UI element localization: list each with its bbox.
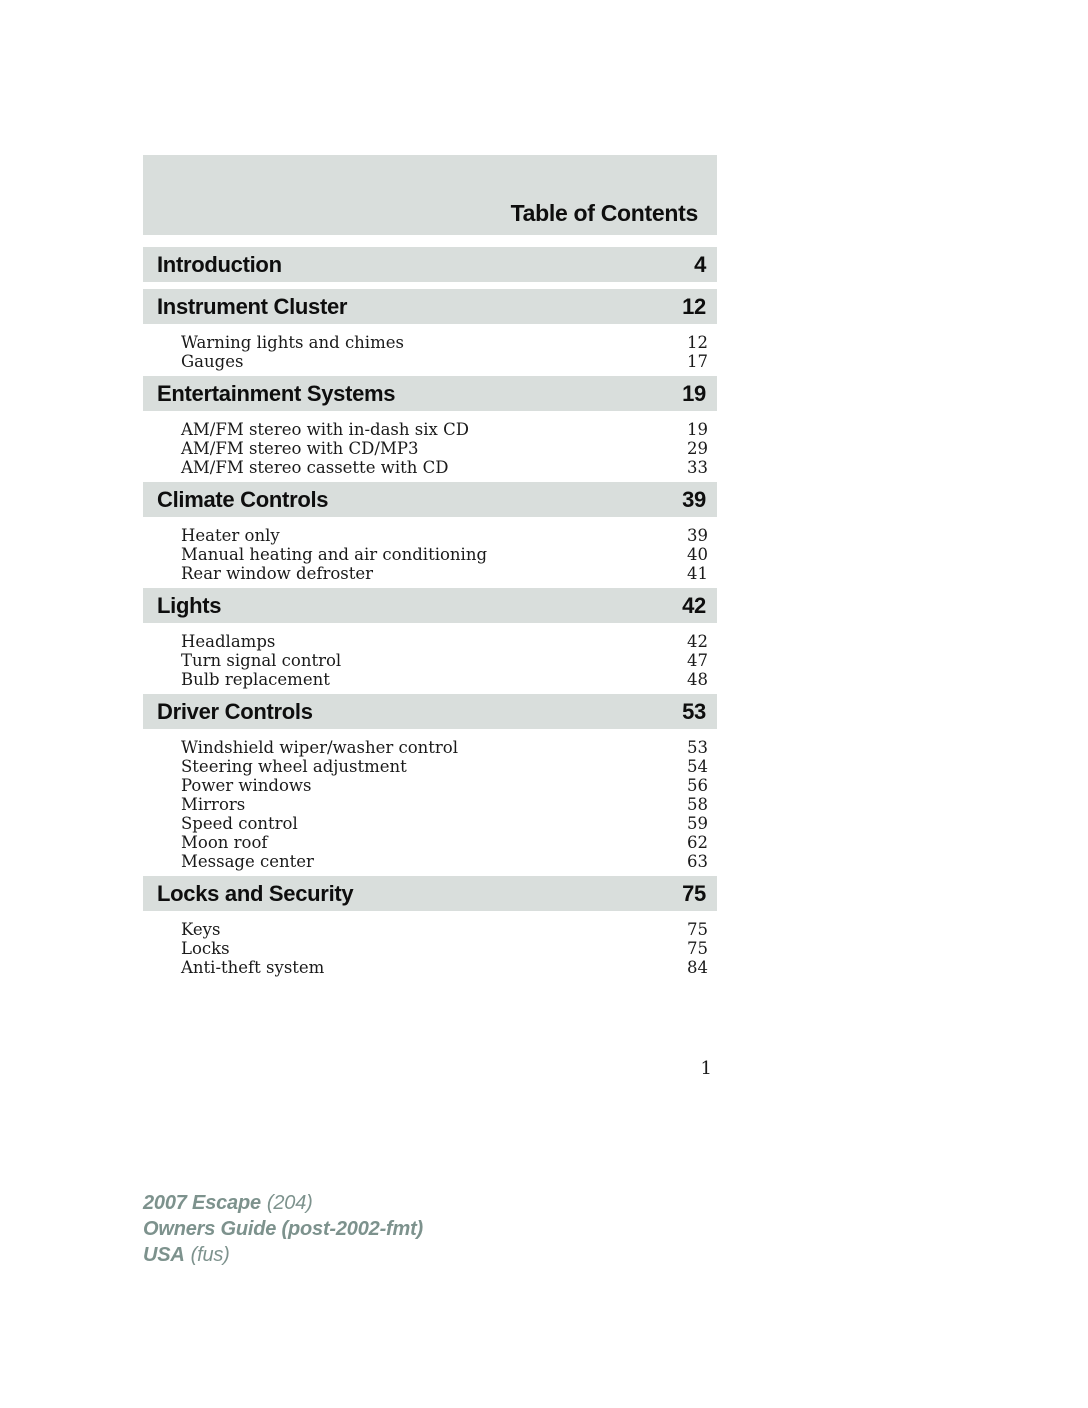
toc-entry (143, 545, 717, 564)
toc-entry-label: Steering wheel adjustment (181, 757, 407, 776)
section-items (143, 623, 717, 694)
toc-entry-page-number: 17 (687, 352, 708, 371)
toc-entry-page-number: 56 (687, 776, 708, 795)
toc-entry (143, 439, 717, 458)
toc-entry-page-number: 19 (687, 420, 708, 439)
toc-entry-page-number: 53 (687, 738, 708, 757)
section-title: Driver Controls (157, 698, 313, 724)
toc-entry (143, 776, 717, 795)
footer-region-code: (fus) (190, 1244, 230, 1266)
section-header (143, 876, 717, 911)
toc-entry-label: Message center (181, 852, 314, 871)
footer-model-code: (204) (266, 1192, 313, 1214)
toc-entry-label: Keys (181, 920, 221, 939)
toc-entry-label: Gauges (181, 352, 244, 371)
toc-entry-page-number: 75 (687, 920, 708, 939)
toc-entry-label: AM/FM stereo with in-dash six CD (181, 420, 469, 439)
toc-entry-page-number: 12 (687, 333, 708, 352)
section-page-number: 39 (682, 486, 706, 512)
toc-entry (143, 632, 717, 651)
toc-entry-label: Windshield wiper/washer control (181, 738, 459, 757)
section-items (143, 411, 717, 482)
toc-sections (143, 247, 717, 982)
toc-entry-label: Bulb replacement (181, 670, 330, 689)
toc-entry (143, 939, 717, 958)
section-header (143, 482, 717, 517)
toc-entry-page-number: 63 (687, 852, 708, 871)
footer-guide: Owners Guide (post-2002-fmt) (143, 1218, 423, 1240)
toc-header-box (143, 155, 717, 235)
section-page-number: 75 (682, 880, 706, 906)
section-title: Instrument Cluster (157, 293, 348, 319)
footer-line-1 (143, 1190, 429, 1216)
toc-entry-page-number: 54 (687, 757, 708, 776)
toc-entry-page-number: 62 (687, 833, 708, 852)
section-items (143, 324, 717, 376)
footer-region: USA (143, 1244, 185, 1266)
section-page-number: 12 (682, 293, 706, 319)
toc-entry (143, 852, 717, 871)
toc-entry-label: Headlamps (181, 632, 276, 651)
section-title: Lights (157, 592, 222, 618)
toc-entry-label: AM/FM stereo cassette with CD (181, 458, 449, 477)
toc-entry-page-number: 41 (687, 564, 708, 583)
section-title: Locks and Security (157, 880, 354, 906)
toc-entry-label: Heater only (181, 526, 280, 545)
toc-entry (143, 526, 717, 545)
toc-entry (143, 833, 717, 852)
toc-entry (143, 757, 717, 776)
section-items (143, 729, 717, 876)
toc-entry-page-number: 47 (687, 651, 708, 670)
section-title: Entertainment Systems (157, 380, 396, 406)
section-header (143, 289, 717, 324)
toc-entry-label: Rear window defroster (181, 564, 374, 583)
page-number: 1 (700, 1058, 712, 1079)
section-header (143, 247, 717, 282)
section-items (143, 911, 717, 982)
toc-entry-page-number: 29 (687, 439, 708, 458)
section-items (143, 517, 717, 588)
toc-entry-page-number: 42 (687, 632, 708, 651)
toc-entry-page-number: 58 (687, 795, 708, 814)
section-page-number: 53 (682, 698, 706, 724)
footer-model: 2007 Escape (143, 1192, 261, 1214)
toc-entry-label: Mirrors (181, 795, 246, 814)
footer (143, 1190, 429, 1268)
toc-entry (143, 920, 717, 939)
toc-entry-page-number: 48 (687, 670, 708, 689)
toc-entry-label: Manual heating and air conditioning (181, 545, 488, 564)
section-header (143, 694, 717, 729)
toc-entry-page-number: 40 (687, 545, 708, 564)
toc-entry-label: Anti-theft system (181, 958, 325, 977)
toc-entry-label: Turn signal control (181, 651, 342, 670)
toc-entry-label: Warning lights and chimes (181, 333, 404, 352)
toc-entry-page-number: 33 (687, 458, 708, 477)
toc-entry-label: Power windows (181, 776, 312, 795)
toc-entry-page-number: 84 (687, 958, 708, 977)
section-header (143, 588, 717, 623)
section-header (143, 376, 717, 411)
section-page-number: 4 (694, 251, 706, 277)
toc-entry-label: Speed control (181, 814, 298, 833)
page-title: Table of Contents (510, 200, 698, 226)
toc-entry (143, 958, 717, 977)
toc-entry (143, 420, 717, 439)
toc-entry-label: Locks (181, 939, 230, 958)
toc-entry-page-number: 39 (687, 526, 708, 545)
toc-content (143, 155, 717, 1079)
toc-entry (143, 458, 717, 477)
section-title: Climate Controls (157, 486, 329, 512)
toc-entry-page-number: 75 (687, 939, 708, 958)
section-page-number: 19 (682, 380, 706, 406)
section-page-number: 42 (682, 592, 706, 618)
toc-entry-page-number: 59 (687, 814, 708, 833)
toc-entry (143, 564, 717, 583)
toc-entry (143, 651, 717, 670)
footer-line-2 (143, 1216, 429, 1242)
section-title: Introduction (157, 251, 282, 277)
toc-entry (143, 670, 717, 689)
toc-entry-label: AM/FM stereo with CD/MP3 (181, 439, 419, 458)
toc-entry (143, 333, 717, 352)
toc-entry (143, 738, 717, 757)
toc-entry-label: Moon roof (181, 833, 268, 852)
toc-entry (143, 795, 717, 814)
toc-entry (143, 352, 717, 371)
footer-line-3 (143, 1242, 429, 1268)
toc-entry (143, 814, 717, 833)
